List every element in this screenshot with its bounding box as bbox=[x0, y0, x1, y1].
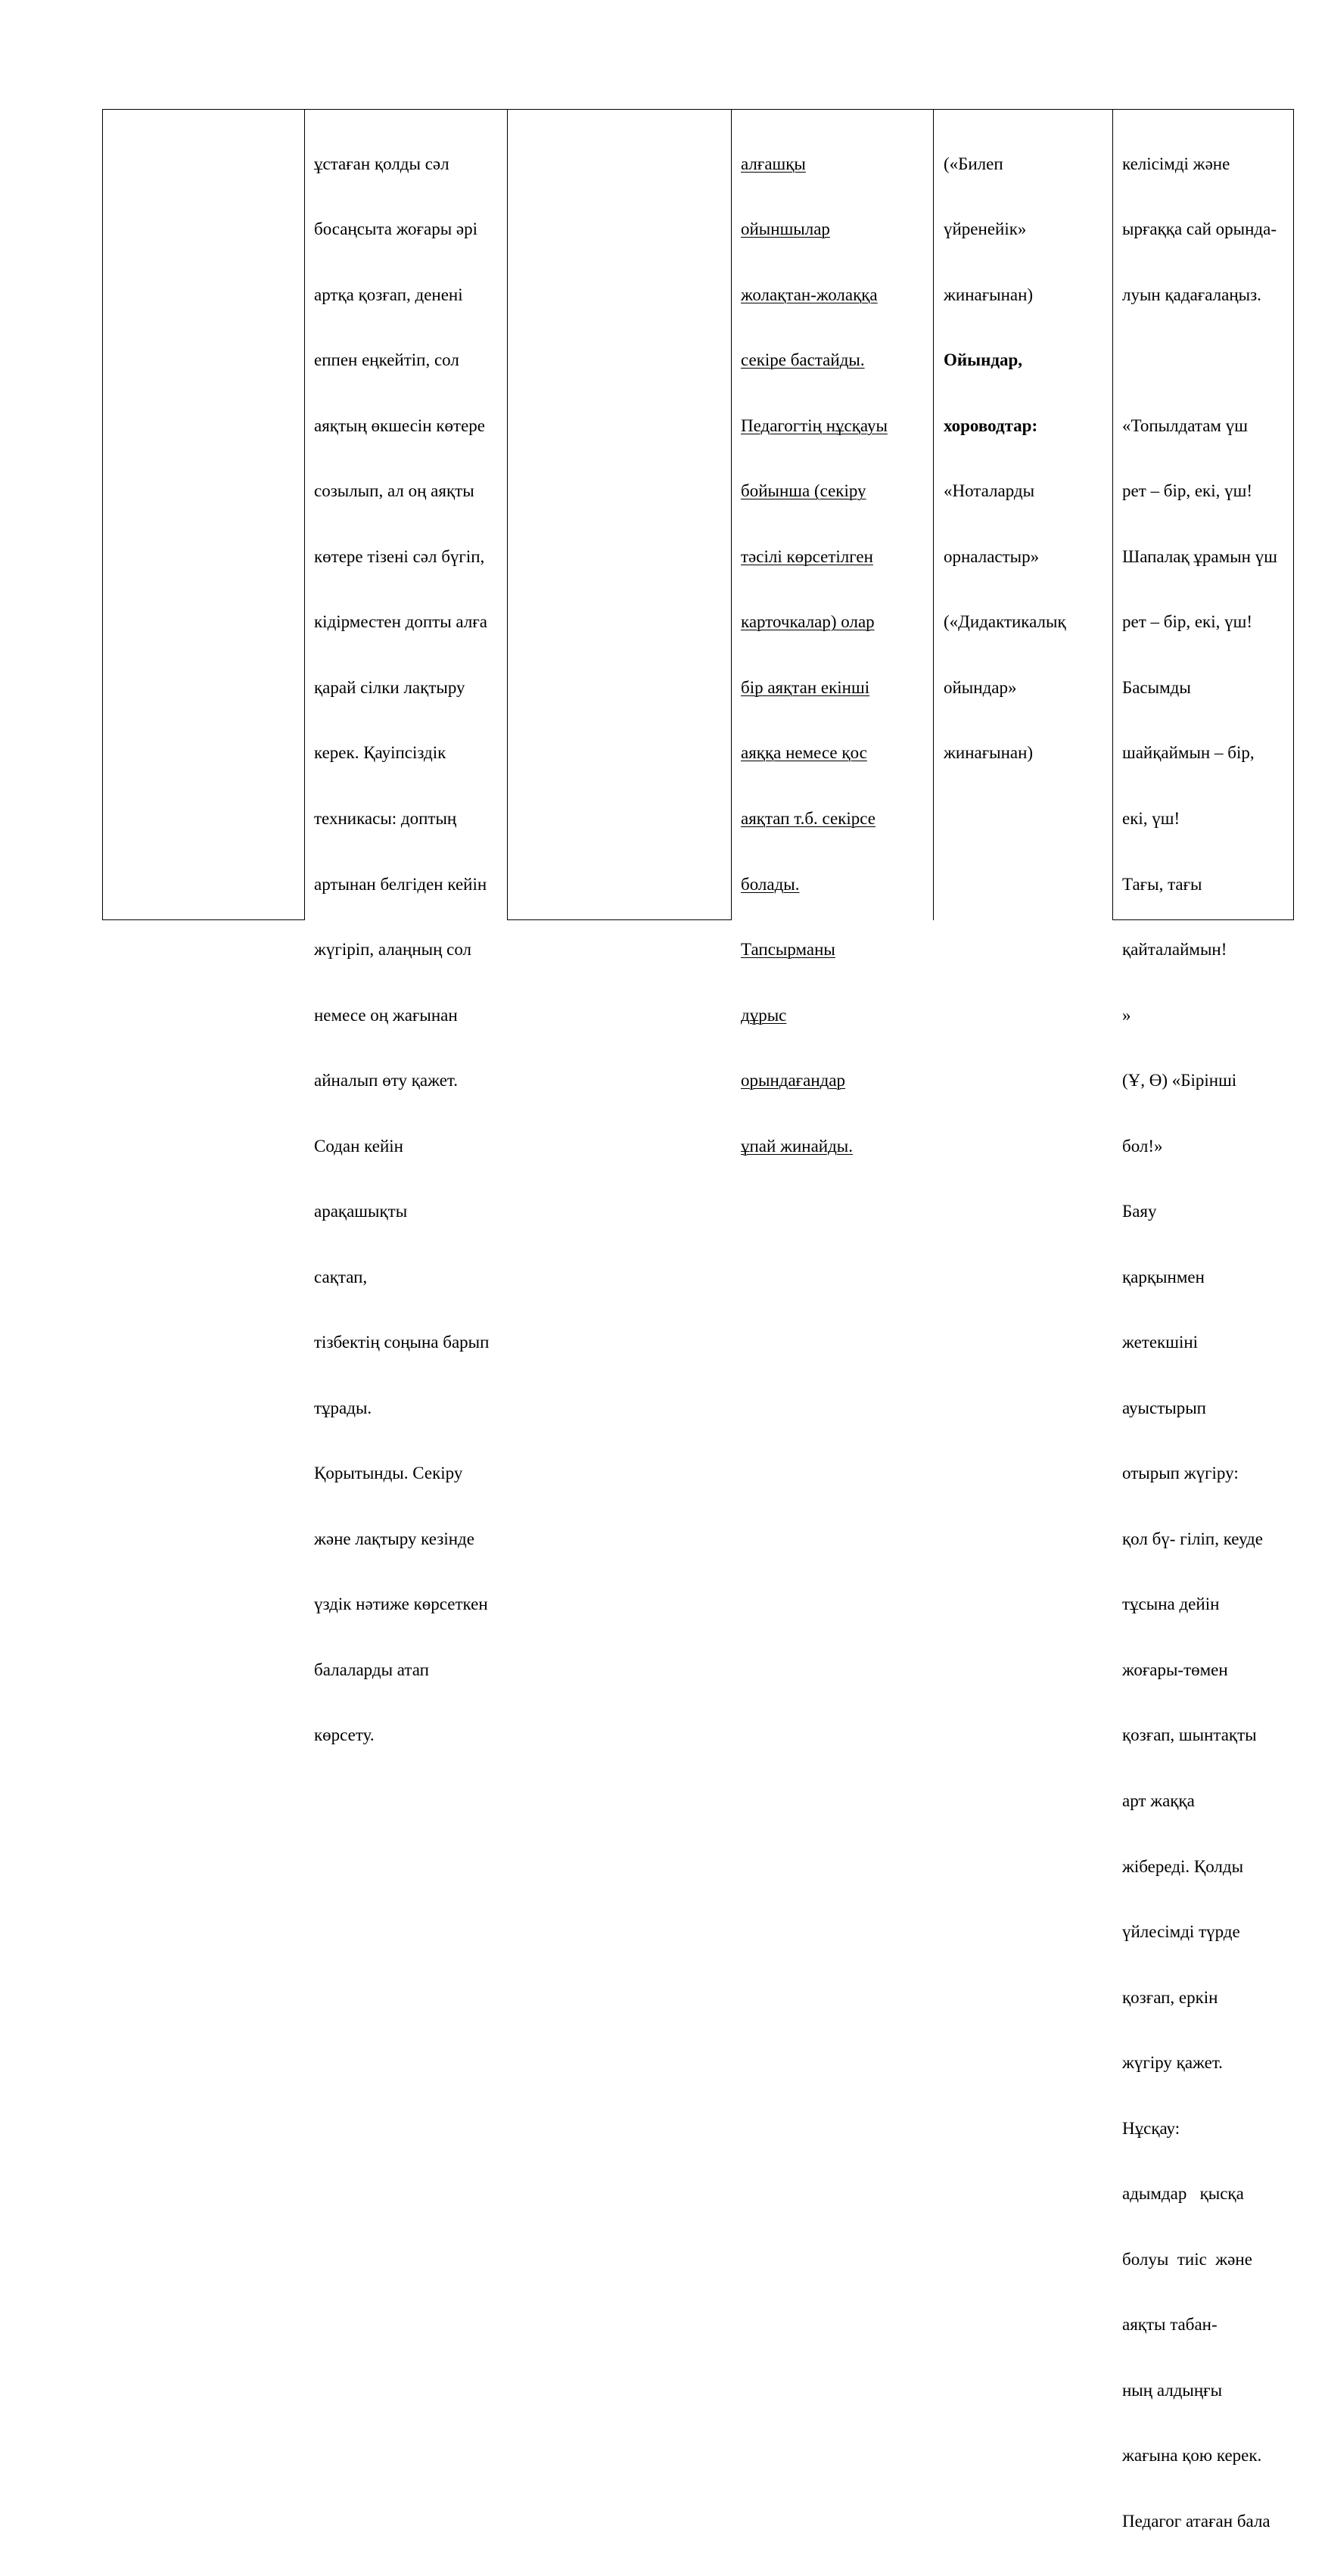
text-line: «Топылдатам үш bbox=[1122, 415, 1248, 435]
text-line: жетекшіні bbox=[1122, 1333, 1199, 1352]
text-line: қозғап, шынтақты bbox=[1122, 1725, 1257, 1745]
text-line: балаларды атап bbox=[314, 1660, 429, 1679]
text-line: адымдар қысқа bbox=[1122, 2184, 1244, 2204]
cell-text-col6 bbox=[1122, 110, 1293, 2576]
table-right-border bbox=[1293, 110, 1294, 920]
section-heading: Ойындар, bbox=[944, 350, 1023, 370]
text-line: секіре бастайды. bbox=[741, 350, 865, 370]
text-line: ойындар» bbox=[944, 677, 1017, 697]
table-cell-col3 bbox=[508, 110, 731, 920]
text-line: Педагог атаған бала bbox=[1122, 2511, 1270, 2531]
text-line: тәсілі көрсетілген bbox=[741, 546, 873, 566]
text-line: арт жаққа bbox=[1122, 1790, 1195, 1810]
column-divider-3 bbox=[731, 110, 732, 920]
column-divider-1 bbox=[304, 110, 305, 920]
table-cell-col1 bbox=[103, 110, 304, 920]
text-line: жолақтан-жолаққа bbox=[741, 285, 878, 304]
cell-text-col5 bbox=[944, 110, 1112, 808]
table-cell-col5 bbox=[944, 110, 1112, 920]
text-line: аяқтың өкшесін көтере bbox=[314, 415, 485, 435]
text-line: шайқаймын – бір, bbox=[1122, 743, 1255, 763]
text-line: немесе оң жағынан bbox=[314, 1005, 458, 1025]
text-line: (Ұ, Ө) «Бірінші bbox=[1122, 1071, 1237, 1090]
text-line: жағына қою керек. bbox=[1122, 2446, 1262, 2466]
text-line: аяқты табан- bbox=[1122, 2315, 1218, 2335]
column-divider-4 bbox=[933, 110, 934, 920]
text-line: үздік нәтиже көрсеткен bbox=[314, 1594, 488, 1614]
cell-text-col4 bbox=[741, 110, 933, 1201]
text-line: Педагогтің нұсқауы bbox=[741, 415, 888, 435]
text-line: артқа қозғап, денені bbox=[314, 285, 463, 304]
text-line: қайталаймын! bbox=[1122, 940, 1227, 960]
text-line: ырғаққа сай орында- bbox=[1122, 219, 1277, 239]
text-line: ұпай жинайды. bbox=[741, 1136, 854, 1156]
text-line: үйлесімді түрде bbox=[1122, 1922, 1240, 1942]
column-divider-5 bbox=[1112, 110, 1113, 920]
text-line: орындағандар bbox=[741, 1071, 846, 1090]
text-line: бол!» bbox=[1122, 1136, 1163, 1156]
text-line: жоғары-төмен bbox=[1122, 1660, 1228, 1679]
text-line: бір аяқтан екінші bbox=[741, 677, 870, 697]
text-line: («Билеп bbox=[944, 154, 1003, 173]
text-line: «Ноталарды bbox=[944, 481, 1035, 501]
text-line: екі, үш! bbox=[1122, 809, 1180, 828]
blank-line bbox=[1122, 350, 1293, 372]
text-line: және лақтыру кезінде bbox=[314, 1529, 474, 1548]
text-line: тізбектің соңына барып bbox=[314, 1333, 490, 1352]
text-line: рет – бір, екі, үш! bbox=[1122, 481, 1252, 501]
text-line: болады. bbox=[741, 874, 800, 894]
text-line: тұсына дейін bbox=[1122, 1594, 1220, 1614]
text-line: ұстаған қолды сәл bbox=[314, 154, 449, 173]
text-line: аяқтап т.б. секірсе bbox=[741, 809, 875, 828]
text-line: отырып жүгіру: bbox=[1122, 1464, 1239, 1483]
text-line: керек. Қауіпсіздік bbox=[314, 743, 446, 763]
text-line: Қорытынды. Секіру bbox=[314, 1464, 463, 1483]
text-line: көрсету. bbox=[314, 1725, 375, 1745]
text-line: Шапалақ ұрамын үш bbox=[1122, 546, 1277, 566]
text-line: Басымды bbox=[1122, 677, 1191, 697]
text-line: бойынша (секіру bbox=[741, 481, 866, 501]
text-line: Тапсырманы bbox=[741, 940, 835, 960]
text-line: босаңсыта жоғары әрі bbox=[314, 219, 477, 239]
text-line: қарқынмен bbox=[1122, 1267, 1205, 1286]
table-cell-col2 bbox=[314, 110, 507, 1745]
text-line: артынан белгіден кейін bbox=[314, 874, 487, 894]
text-line: келісімді және bbox=[1122, 154, 1230, 173]
text-line: арақашықты bbox=[314, 1202, 408, 1221]
text-line: жүгіріп, алаңның сол bbox=[314, 940, 472, 960]
text-line: Нұсқау: bbox=[1122, 2118, 1180, 2138]
text-line: жібереді. Қолды bbox=[1122, 1856, 1244, 1876]
text-line: жинағынан) bbox=[944, 743, 1034, 763]
text-line: ойыншылар bbox=[741, 219, 830, 239]
text-line: сақтап, bbox=[314, 1267, 368, 1286]
text-line: дұрыс bbox=[741, 1005, 787, 1025]
text-line: жүгіру қажет. bbox=[1122, 2053, 1223, 2073]
text-line: еппен еңкейтіп, сол bbox=[314, 350, 459, 370]
cell-text-col2 bbox=[314, 110, 507, 1790]
text-line: аяққа немесе қос bbox=[741, 743, 867, 763]
text-line: созылып, ал оң аяқты bbox=[314, 481, 474, 501]
text-line: көтере тізені сәл бүгіп, bbox=[314, 546, 485, 566]
text-line: рет – бір, екі, үш! bbox=[1122, 612, 1252, 632]
table-cell-col6 bbox=[1122, 110, 1293, 2531]
text-line: («Дидактикалық bbox=[944, 612, 1066, 632]
text-line: тұрады. bbox=[314, 1398, 372, 1417]
text-line: » bbox=[1122, 1005, 1131, 1025]
text-line: ның алдыңғы bbox=[1122, 2380, 1223, 2400]
text-line: үйренейік» bbox=[944, 219, 1027, 239]
text-line: алғашқы bbox=[741, 154, 806, 173]
text-line: Баяу bbox=[1122, 1202, 1157, 1221]
text-line: орналастыр» bbox=[944, 546, 1040, 566]
text-line: луын қадағалаңыз. bbox=[1122, 285, 1261, 304]
text-line: қол бү- гіліп, кеуде bbox=[1122, 1529, 1263, 1548]
text-line: қарай сілки лақтыру bbox=[314, 677, 465, 697]
section-heading: хороводтар: bbox=[944, 415, 1038, 435]
text-line: жинағынан) bbox=[944, 285, 1034, 304]
text-line: айналып өту қажет. bbox=[314, 1071, 458, 1090]
text-line: Тағы, тағы bbox=[1122, 874, 1202, 894]
text-line: карточкалар) олар bbox=[741, 612, 875, 632]
text-line: қозғап, еркін bbox=[1122, 1987, 1218, 2007]
table-cell-col4 bbox=[741, 110, 933, 1156]
text-line: ауыстырып bbox=[1122, 1398, 1206, 1417]
text-line: кідірместен допты алға bbox=[314, 612, 487, 632]
text-line: Содан кейін bbox=[314, 1136, 403, 1156]
text-line: болуы тиіс және bbox=[1122, 2249, 1252, 2269]
text-line: техникасы: доптың bbox=[314, 809, 457, 828]
